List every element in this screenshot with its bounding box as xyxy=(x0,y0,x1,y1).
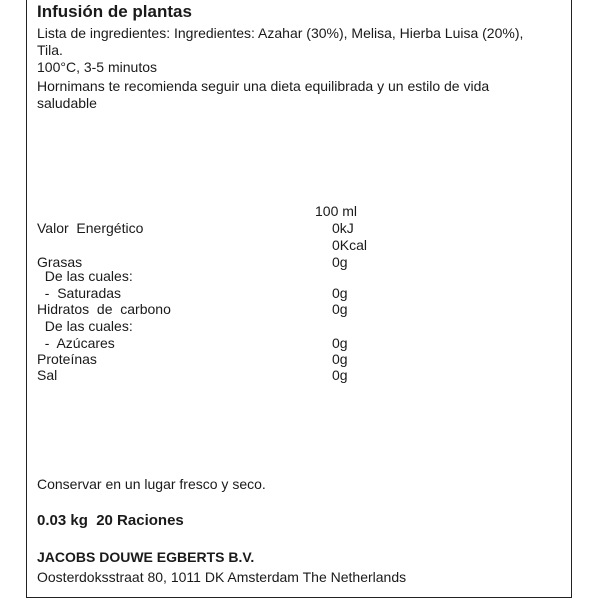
nutrition-label-protein: Proteínas xyxy=(37,351,97,367)
nutrition-value-carbohydrates: 0g xyxy=(332,301,348,317)
nutrition-column-header: 100 ml xyxy=(315,203,358,219)
recommendation-line-1: Hornimans te recomienda seguir una dieta equilibrada y un estilo de vida xyxy=(37,78,490,94)
nutrition-label-of-which-fat: De las cuales: xyxy=(37,268,133,284)
nutrition-value-sugars: 0g xyxy=(332,335,348,351)
product-title: Infusión de plantas xyxy=(37,2,192,21)
company-name: JACOBS DOUWE EGBERTS B.V. xyxy=(37,549,255,565)
preparation-text: 100°C, 3-5 minutos xyxy=(37,59,157,75)
ingredients-line-2: Tila. xyxy=(37,42,63,58)
nutrition-label-salt: Sal xyxy=(37,367,58,383)
nutrition-label-energy: Valor Energético xyxy=(37,220,144,236)
nutrition-label-saturated: - Saturadas xyxy=(37,285,122,301)
nutrition-label-fat: Grasas xyxy=(37,254,83,270)
nutrition-value-energy-kj: 0kJ xyxy=(332,220,354,236)
nutrition-value-protein: 0g xyxy=(332,351,348,367)
nutrition-value-fat: 0g xyxy=(332,254,348,270)
nutrition-value-saturated: 0g xyxy=(332,285,348,301)
nutrition-label-sugars: - Azúcares xyxy=(37,335,115,351)
quantity-text: 0.03 kg 20 Raciones xyxy=(37,512,184,529)
nutrition-label-carbohydrates: Hidratos de carbono xyxy=(37,301,171,317)
recommendation-line-2: saludable xyxy=(37,95,97,111)
ingredients-line-1: Lista de ingredientes: Ingredientes: Azahar (30%), Melisa, Hierba Luisa (20%), xyxy=(37,25,524,41)
company-address: Oosterdoksstraat 80, 1011 DK Amsterdam The Netherlands xyxy=(37,569,407,585)
nutrition-label-of-which-carbs: De las cuales: xyxy=(37,318,133,334)
storage-text: Conservar en un lugar fresco y seco. xyxy=(37,476,266,492)
nutrition-value-salt: 0g xyxy=(332,367,348,383)
nutrition-value-energy-kcal: 0Kcal xyxy=(332,237,368,253)
label-frame xyxy=(26,0,572,598)
